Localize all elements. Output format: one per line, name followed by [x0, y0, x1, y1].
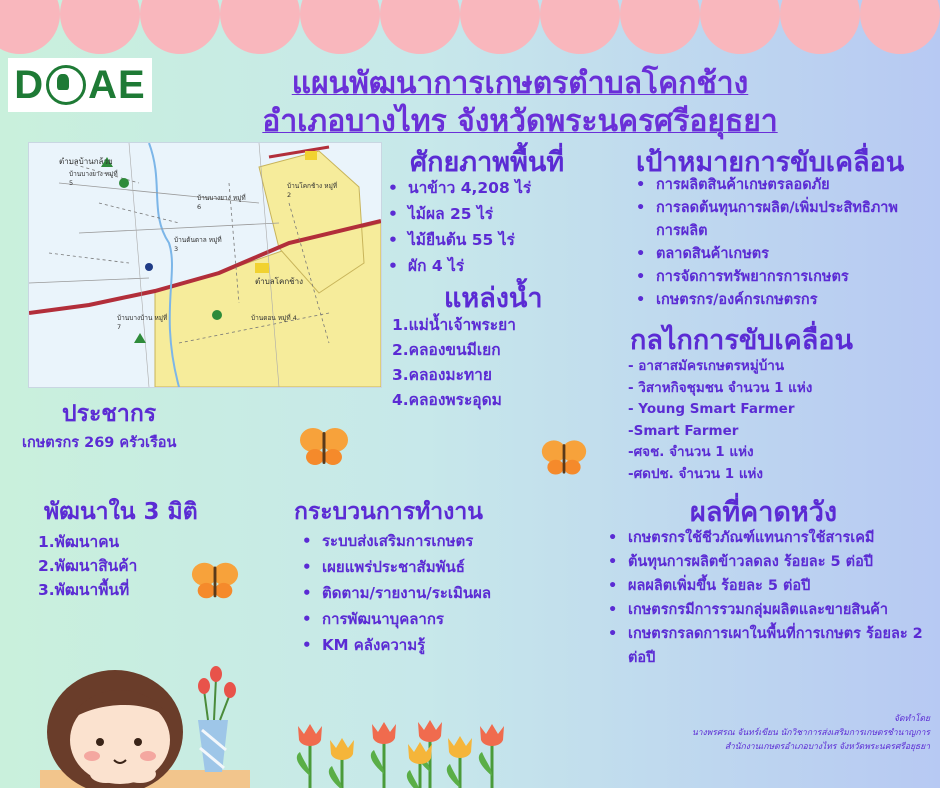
map-label: บ้านโคกช้าง หมู่ที่ 2 [287, 182, 338, 199]
tulips-illustration [292, 704, 532, 788]
list-item: - Young Smart Farmer [628, 401, 795, 417]
list-item: -Smart Farmer [628, 422, 739, 439]
tulip-icon [448, 736, 472, 758]
tulip-leaf [329, 766, 342, 788]
tulip-icon [298, 724, 322, 746]
scalloped-awning [0, 0, 940, 64]
list-item: • เกษตรกร/องค์กรเกษตรกร [632, 289, 912, 312]
goals-heading: เป้าหมายการขับเคลื่อน [636, 147, 905, 178]
credit-line: นางพรศรณ จันทร์เขียน นักวิชาการส่งเสริมการเกษตรชำนาญการ [691, 728, 930, 738]
map-label: บ้านบางยาง หมู่ที่ 6 [197, 194, 246, 211]
scallop [220, 0, 300, 54]
subdistrict-map [28, 142, 382, 388]
scallop [540, 0, 620, 54]
list-item: • การผลิตสินค้าเกษตรลอดภัย [632, 174, 912, 197]
list-item: • เกษตรกรมีการรวมกลุ่มผลิตและขายสินค้า [604, 598, 924, 622]
list-item: • การลดต้นทุนการผลิต/เพิ่มประสิทธิภาพการผลิต [632, 197, 912, 243]
scallop [140, 0, 220, 54]
list-item: - วิสาหกิจชุมชน จำนวน 1 แห่ง [628, 379, 813, 396]
scallop [460, 0, 540, 54]
list-item: 2.คลองขนมีเยก [392, 341, 501, 359]
scallop [700, 0, 780, 54]
list-item: • ไม้ผล 25 ไร่ [384, 201, 604, 227]
list-item: • ผลผลิตเพิ่มขึ้น ร้อยละ 5 ต่อปี [604, 574, 924, 598]
mechanism-list [628, 356, 812, 485]
goals-list [632, 174, 912, 312]
list-item: • เกษตรกรใช้ชีวภัณฑ์แทนการใช้สารเคมี [604, 526, 924, 550]
list-item: • ไม้ยืนต้น 55 ไร่ [384, 227, 604, 253]
butterfly-icon [298, 424, 350, 468]
population-heading: ประชากร [62, 401, 157, 427]
butterfly-icon [540, 436, 588, 478]
page-title-line2: อำเภอบางไทร จังหวัดพระนครศรีอยุธยา [262, 104, 778, 139]
credit-line: จัดทำโดย [894, 714, 930, 724]
list-item: 4.คลองพระอุดม [392, 391, 502, 409]
expected-heading: ผลที่คาดหวัง [690, 497, 838, 528]
list-item: • การจัดการทรัพยากรการเกษตร [632, 266, 912, 289]
list-item: 1.พัฒนาคน [38, 533, 120, 551]
water-heading: แหล่งน้ำ [444, 283, 543, 314]
population-text: เกษตรกร 269 ครัวเรือน [22, 435, 177, 451]
tulip-icon [330, 738, 354, 760]
process-list [298, 528, 598, 658]
dimensions-list [38, 530, 137, 602]
scallop [780, 0, 860, 54]
list-item: 3.คลองมะทาย [392, 366, 492, 384]
list-item: • ระบบส่งเสริมการเกษตร [298, 528, 598, 554]
butterfly-icon [190, 558, 240, 602]
water-list [392, 313, 516, 413]
scallop [380, 0, 460, 54]
tulip-leaf [479, 752, 492, 776]
map-label: ตำบลโคกช้าง [255, 277, 303, 286]
dimensions-heading: พัฒนาใน 3 มิติ [44, 499, 198, 525]
list-item: • เกษตรกรลดการเผาในพื้นที่การเกษตร ร้อยละ 2 ต่อปี [604, 622, 924, 670]
list-item: • ตลาดสินค้าเกษตร [632, 243, 912, 266]
process-heading: กระบวนการทำงาน [294, 499, 484, 525]
logo-letter-d: D [14, 62, 45, 107]
list-item: 1.แม่น้ำเจ้าพระยา [392, 316, 516, 334]
scallop [620, 0, 700, 54]
list-item: • นาข้าว 4,208 ไร่ [384, 175, 604, 201]
list-item: - อาสาสมัครเกษตรหมู่บ้าน [628, 358, 785, 374]
page-title-line1: แผนพัฒนาการเกษตรตำบลโคกช้าง [291, 66, 749, 101]
list-item: 3.พัฒนาพื้นที่ [38, 581, 130, 599]
list-item: • การพัฒนาบุคลากร [298, 606, 598, 632]
tulip-icon [408, 742, 432, 764]
scallop [60, 0, 140, 54]
credit-block [630, 712, 930, 754]
tulip-icon [480, 724, 504, 746]
list-item: -ศจช. จำนวน 1 แห่ง [628, 444, 754, 460]
mechanism-heading: กลไกการขับเคลื่อน [630, 325, 853, 356]
list-item: 2.พัฒนาสินค้า [38, 557, 138, 575]
tulip-icon [372, 722, 396, 744]
tulip-leaf [297, 752, 310, 776]
expected-list [604, 526, 924, 670]
map-label: บ้านดอน หมู่ที่ 4 [251, 314, 297, 322]
credit-line: สำนักงานเกษตรอำเภอบางไทร จังหวัดพระนครศรีอยุธยา [724, 742, 930, 752]
list-item: • ผัก 4 ไร่ [384, 253, 604, 279]
doae-logo [8, 58, 152, 112]
map-label: บ้านต้นตาล หมู่ที่ 3 [174, 236, 222, 253]
list-item: -ศดปช. จำนวน 1 แห่ง [628, 465, 764, 482]
tulip-leaf [371, 750, 384, 774]
seal-icon [46, 65, 86, 105]
potential-list [384, 175, 604, 279]
list-item: • เผยแพร่ประชาสัมพันธ์ [298, 554, 598, 580]
potential-heading: ศักยภาพพื้นที่ [410, 147, 565, 178]
map-label: บ้านบางยาง หมู่ที่ 5 [69, 170, 118, 187]
list-item: • ต้นทุนการผลิตข้าวลดลง ร้อยละ 5 ต่อปี [604, 550, 924, 574]
list-item: • KM คลังความรู้ [298, 632, 598, 658]
map-label: ตำบลบ้านกล้วย [59, 157, 113, 166]
list-item: • ติดตาม/รายงาน/ระเมินผล [298, 580, 598, 606]
tulip-icon [418, 720, 442, 742]
girl-illustration [40, 660, 250, 788]
map-label: บ้านบางบ้าน หมู่ที่ 7 [117, 314, 168, 331]
scallop [0, 0, 60, 54]
tulip-leaf [447, 764, 460, 788]
tulip-leaf [407, 770, 420, 788]
scallop [860, 0, 940, 54]
logo-letters-ae: AE [88, 62, 146, 107]
scallop [300, 0, 380, 54]
